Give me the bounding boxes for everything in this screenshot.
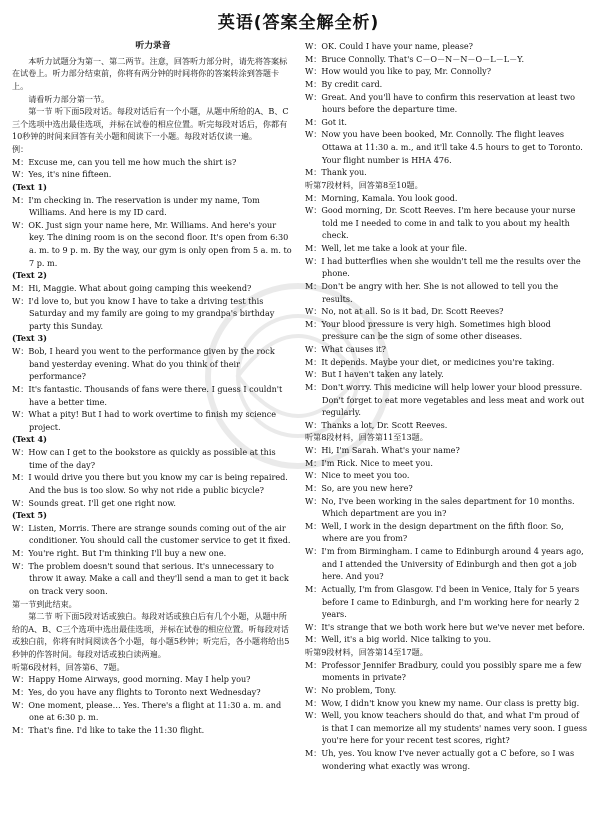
dialogue-line: M：By credit card. bbox=[305, 78, 383, 89]
dialogue-line: W：No problem, Tony. bbox=[305, 684, 397, 695]
dialogue-line: M：Your blood pressure is very high. Sometimes high blood pressure can be the sign of some other diseases. bbox=[305, 318, 551, 342]
dialogue-line: W：Great. And you'll have to confirm this reservation at least two hours before the departure time. bbox=[305, 91, 576, 115]
dialogue-line: W：The problem doesn't sound that serious. It's unnecessary to throw it away. Make a call and they'll send a man to get it back on track very soon. bbox=[12, 560, 289, 596]
dialogue-line: W：It's strange that we both work here but we've never met before. bbox=[305, 621, 585, 632]
right-dialogue-list bbox=[305, 40, 587, 772]
dialogue-line: W：Happy Home Airways, good morning. May I help you? bbox=[12, 674, 251, 685]
dialogue-line: W：One moment, please… Yes. There's a flight at 11:30 a. m. and one at 6:30 p. m. bbox=[12, 699, 282, 723]
dialogue-line: W：I had butterflies when she wouldn't tell me the results over the phone. bbox=[305, 255, 581, 279]
intro-paragraph: 本听力试题分为第一、第二两节。注意，回答听力部分时，请先将答案标在试卷上。听力部分结束前，你将有两分钟的时间将你的答案转涂到答题卡上。 bbox=[12, 55, 288, 91]
text-section-label: (Text 2) bbox=[12, 270, 47, 281]
dialogue-line: W：Thanks a lot, Dr. Scott Reeves. bbox=[305, 419, 448, 430]
dialogue-line: M：Professor Jennifer Bradbury, could you possibly spare me a few moments in private? bbox=[305, 659, 582, 683]
text-section-label: (Text 1) bbox=[12, 181, 47, 192]
section-heading: 听力录音 bbox=[135, 41, 171, 51]
right-column bbox=[305, 40, 587, 810]
dialogue-line: W：Listen, Morris. There are strange sounds coming out of the air conditioner. You should call the customer service to get it fixed. bbox=[12, 522, 291, 546]
dialogue-line: W：Well, you know teachers should do that, and what I'm proud of is that I can memorize all my students' names very soon. I guess you're here for your recent test scores, right? bbox=[305, 710, 587, 746]
dialogue-line: W：What a pity! But I had to work overtime to finish my science project. bbox=[12, 409, 277, 432]
dialogue-line: M：Thank you. bbox=[305, 167, 367, 178]
dialogue-line: W：Hi, I'm Sarah. What's your name? bbox=[305, 445, 460, 455]
dialogue-line: W：Bob, I heard you went to the performance given by the rock band yesterday evening. What do you think of their performance? bbox=[12, 346, 275, 382]
dialogue-line: M：I'm Rick. Nice to meet you. bbox=[305, 457, 433, 468]
dialogue-line: W：Nice to meet you too. bbox=[305, 470, 410, 481]
transcript-note: 听第6段材料，回答第6、7题。 bbox=[12, 661, 125, 672]
dialogue-line: W：What causes it? bbox=[305, 344, 387, 354]
dialogue-line: M：Morning, Kamala. You look good. bbox=[305, 192, 458, 203]
dialogue-line: W：OK. Could I have your name, please? bbox=[305, 41, 474, 51]
dialogue-line: M：That's fine. I'd like to take the 11:30 flight. bbox=[12, 724, 205, 735]
transcript-note: 第一节到此结束。 bbox=[12, 598, 77, 609]
dialogue-line: M：You're right. But I'm thinking I'll buy a new one. bbox=[12, 548, 227, 559]
dialogue-line: M：Well, I work in the design department on the fifth floor. So, where are you from? bbox=[305, 520, 564, 544]
dialogue-line: M：Don't be angry with her. She is not allowed to tell you the results. bbox=[305, 280, 559, 304]
dialogue-line: M：Well, let me take a look at your file. bbox=[305, 243, 468, 253]
dialogue-line: M：It's fantastic. Thousands of fans were there. I guess I couldn't have a better time. bbox=[12, 383, 283, 407]
transcript-note: 第二节 听下面5段对话或独白。每段对话或独白后有几个小题，从题中所给的A、B、C三个选项中选出最佳选项，并标在试卷的相应位置。听每段对话或独白前，你将有时间阅读各个小题，每小题5秒钟；听完后，各小题将给出5秒钟的作答时间。每段对话或独白读两遍。 bbox=[12, 611, 290, 660]
transcript-note: 听第8段材料，回答第11至13题。 bbox=[305, 432, 428, 443]
dialogue-line: M：Well, it's a big world. Nice talking to you. bbox=[305, 634, 492, 645]
instruction-paragraph: 请看听力部分第一节。 bbox=[28, 93, 110, 104]
text-section-label: (Text 4) bbox=[12, 434, 47, 445]
dialogue-line: M：It depends. Maybe your diet, or medicines you're taking. bbox=[305, 356, 555, 367]
dialogue-line: M：Hi, Maggie. What about going camping this weekend? bbox=[12, 282, 252, 293]
dialogue-line: M：Don't worry. This medicine will help lower your blood pressure. Don't forget to eat more vegetables and less meat and work out regularly. bbox=[305, 381, 585, 418]
dialogue-line: W：OK. Just sign your name here, Mr. Williams. And here's your key. The dining room is on the second floor. It's open from 6:30 a. m. to 9 p. m. By the way, our gym is only open from 5 a. m. to 7 p. m. bbox=[12, 219, 292, 268]
dialogue-line: W：Good morning, Dr. Scott Reeves. I'm here because your nurse told me I needed to come in and talk to you about my health check. bbox=[305, 205, 576, 241]
left-dialogue-list bbox=[12, 156, 294, 737]
part-one-paragraph: 第一节 听下面5段对话。每段对话后有一个小题，从题中所给的A、B、C三个选项中选出最佳选项，并标在试卷的相应位置。听完每段对话后，你都有10秒钟的时间来回答有关小题和阅读下一小题。每段对话仅读一遍。 bbox=[12, 106, 289, 142]
dialogue-line: M：Uh, yes. You know I've never actually got a C before, so I was wondering what exactly was wrong. bbox=[305, 748, 575, 771]
left-column bbox=[12, 40, 294, 810]
dialogue-line: W：I'm from Birmingham. I came to Edinburgh around 4 years ago, and I attended the University of Edinburgh and then got a job here. And you? bbox=[305, 546, 584, 582]
dialogue-line: M：Excuse me, can you tell me how much the shirt is? bbox=[12, 156, 237, 167]
dialogue-line: W：No, I've been working in the sales department for 10 months. Which department are you in? bbox=[305, 495, 575, 519]
dialogue-line: W：How can I get to the bookstore as quickly as possible at this time of the day? bbox=[12, 447, 276, 470]
dialogue-line: M：I'm checking in. The reservation is under my name, Tom Williams. And here is my ID card. bbox=[12, 194, 260, 218]
dialogue-line: W：Sounds great. I'll get one right now. bbox=[12, 497, 176, 508]
dialogue-line: W：But I haven't taken any lately. bbox=[305, 369, 444, 380]
dialogue-line: M：Yes, do you have any flights to Toronto next Wednesday? bbox=[12, 686, 261, 697]
dialogue-line: W：Yes, it's nine fifteen. bbox=[12, 169, 112, 180]
transcript-note: 听第9段材料，回答第14至17题。 bbox=[305, 647, 428, 657]
text-section-label: (Text 3) bbox=[12, 333, 47, 344]
dialogue-line: W：Now you have been booked, Mr. Connolly. The flight leaves Ottawa at 11:30 a. m., and it'll take 4.5 hours to get to Toronto. Your flight number is HHA 476. bbox=[305, 129, 583, 165]
dialogue-line: M：I would drive you there but you know my car is being repaired. And the bus is too slow. So why not ride a public bicycle? bbox=[12, 472, 288, 495]
text-section-label: (Text 5) bbox=[12, 510, 47, 521]
dialogue-line: W：I'd love to, but you know I have to take a driving test this Saturday and my family are going to my grandpa's birthday party this Sunday. bbox=[12, 295, 275, 331]
dialogue-line: M：Got it. bbox=[305, 116, 347, 127]
transcript-note: 听第7段材料，回答第8至10题。 bbox=[305, 179, 423, 190]
example-label: 例： bbox=[12, 144, 29, 155]
dialogue-line: M：Bruce Connolly. That's C－O－N－N－O－L－L－Y. bbox=[305, 53, 525, 64]
dialogue-line: W：How would you like to pay, Mr. Connolly? bbox=[305, 66, 492, 77]
dialogue-line: M：Wow, I didn't know you knew my name. Our class is pretty big. bbox=[305, 697, 580, 708]
dialogue-line: W：No, not at all. So is it bad, Dr. Scott Reeves? bbox=[305, 306, 504, 317]
page-title: 英语(答案全解全析) bbox=[217, 13, 380, 33]
dialogue-line: M：So, are you new here? bbox=[305, 482, 413, 493]
dialogue-line: M：Actually, I'm from Glasgow. I'd been in Venice, Italy for 5 years before I came to Edinburgh, and I'm working here for nearly 2 years. bbox=[305, 583, 580, 620]
